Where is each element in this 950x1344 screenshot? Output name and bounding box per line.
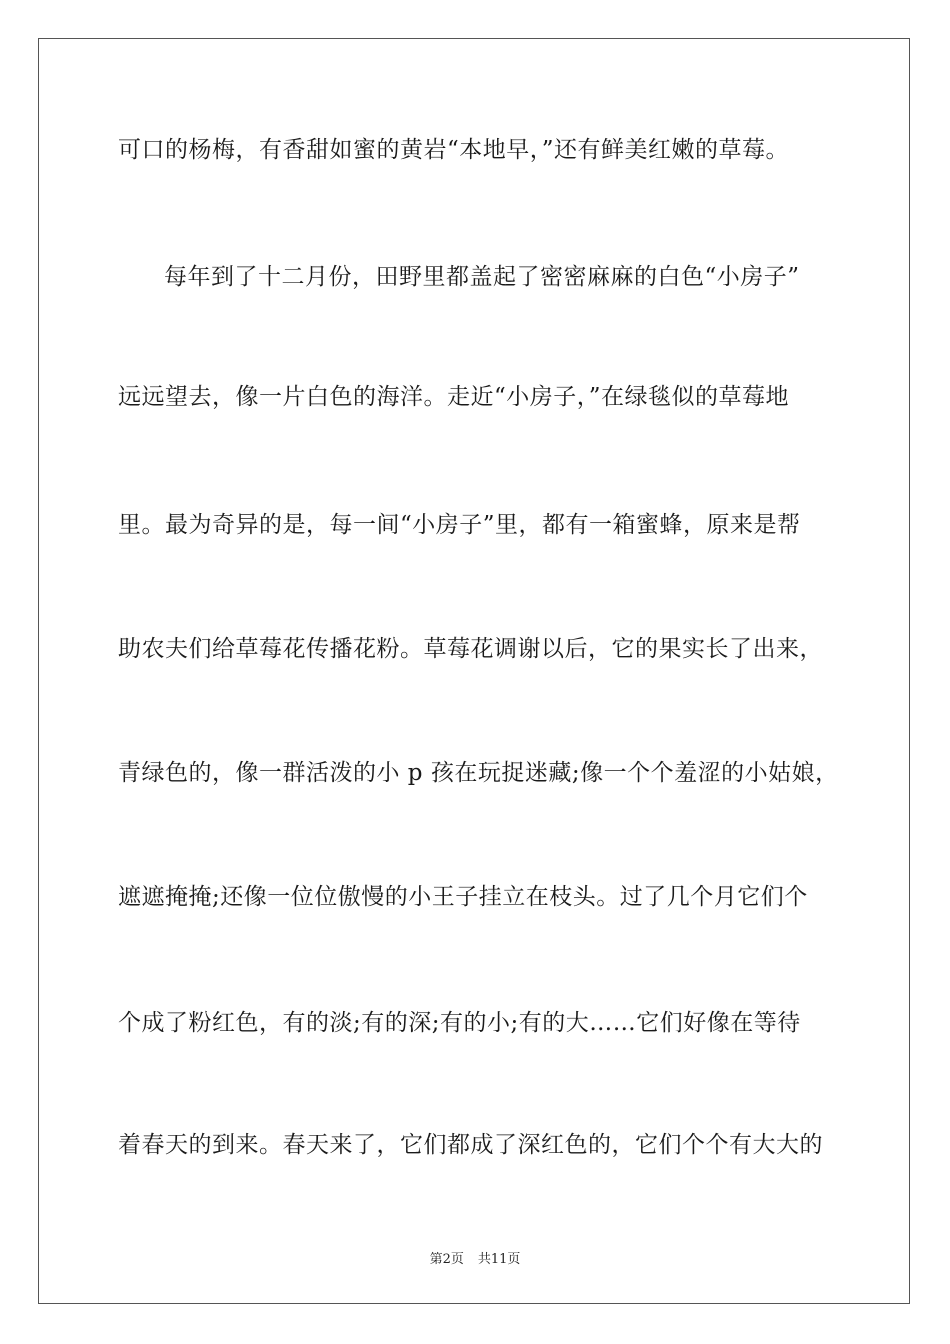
- text-line: 远远望去，像一片白色的海洋。走近“小房子，”在绿毯似的草莓地: [118, 384, 790, 410]
- page-border: [38, 38, 910, 1304]
- page-number: 第2页: [429, 1252, 464, 1267]
- text-line: 助农夫们给草莓花传播花粉。草莓花调谢以后，它的果实长了出来，: [118, 636, 823, 662]
- paragraph-start-line: 每年到了十二月份，田野里都盖起了密密麻麻的白色“小房子”: [164, 264, 800, 290]
- text-line: 着春天的到来。春天来了，它们都成了深红色的，它们个个有大大的: [118, 1132, 823, 1158]
- text-line: 可口的杨梅，有香甜如蜜的黄岩“本地早，”还有鲜美红嫩的草莓。: [118, 137, 790, 163]
- text-line: 遮遮掩掩;还像一位位傲慢的小王子挂立在枝头。过了几个月它们个: [118, 884, 808, 910]
- page-footer: [0, 1248, 950, 1267]
- page-total: 共11页: [477, 1252, 521, 1267]
- text-line: 青绿色的，像一群活泼的小 p 孩在玩捉迷藏;像一个个羞涩的小姑娘，: [118, 760, 839, 786]
- text-line: 个成了粉红色，有的淡;有的深;有的小;有的大……它们好像在等待: [118, 1010, 801, 1036]
- text-line: 里。最为奇异的是，每一间“小房子”里，都有一箱蜜蜂，原来是帮: [118, 512, 801, 538]
